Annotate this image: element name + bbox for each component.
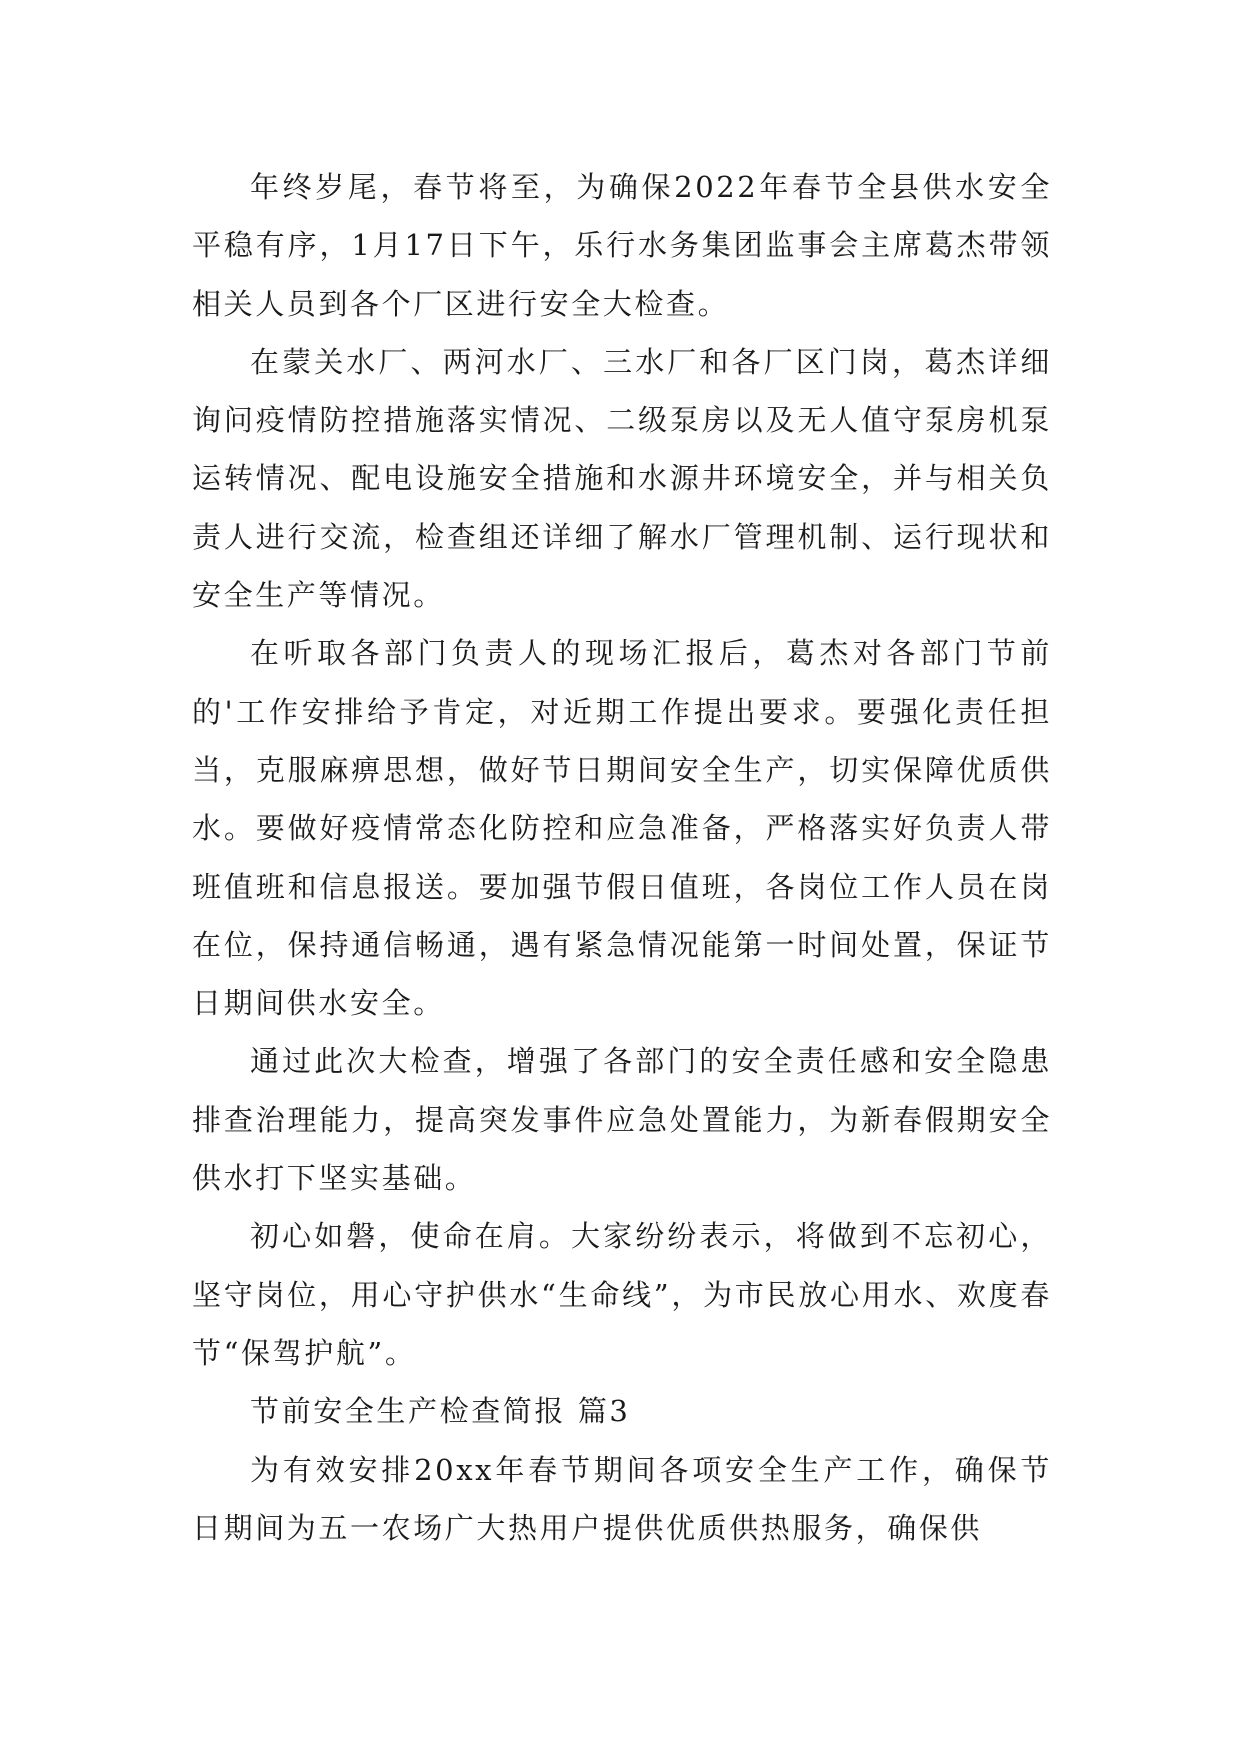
paragraph-results: 通过此次大检查，增强了各部门的安全责任感和安全隐患排查治理能力，提高突发事件应急处置能力，为新春假期安全供水打下坚实基础。 (192, 1044, 1052, 1196)
document-page (192, 158, 1052, 1557)
paragraph-commitment: 初心如磐，使命在肩。大家纷纷表示，将做到不忘初心，坚守岗位，用心守护供水“生命线”，为市民放心用水、欢度春节“保驾护航”。 (192, 1219, 1052, 1370)
paragraph-requirements: 在听取各部门负责人的现场汇报后，葛杰对各部门节前的'工作安排给予肯定，对近期工作提出要求。要强化责任担当，克服麻痹思想，做好节日期间安全生产，切实保障优质供水。要做好疫情常态化防控和应急准备，严格落实好负责人带班值班和信息报送。要加强节假日值班，各岗位工作人员在岗在位，保持通信畅通，遇有紧急情况能第一时间处置，保证节日期间供水安全。 (192, 636, 1052, 1021)
paragraph-site-visits: 在蒙关水厂、两河水厂、三水厂和各厂区门岗，葛杰详细询问疫情防控措施落实情况、二级泵房以及无人值守泵房机泵运转情况、配电设施安全措施和水源井环境安全，并与相关负责人进行交流，检查组还详细了解水厂管理机制、运行现状和安全生产等情况。 (192, 344, 1052, 613)
paragraph-inspection-intro: 年终岁尾，春节将至，为确保2022年春节全县供水安全平稳有序，1月17日下午，乐行水务集团监事会主席葛杰带领相关人员到各个厂区进行安全大检查。 (192, 170, 1052, 321)
paragraph-section-intro: 为有效安排20xx年春节期间各项安全生产工作，确保节日期间为五一农场广大热用户提供优质供热服务，确保供 (192, 1452, 1052, 1545)
section-heading: 节前安全生产检查简报 篇3 (250, 1394, 631, 1429)
